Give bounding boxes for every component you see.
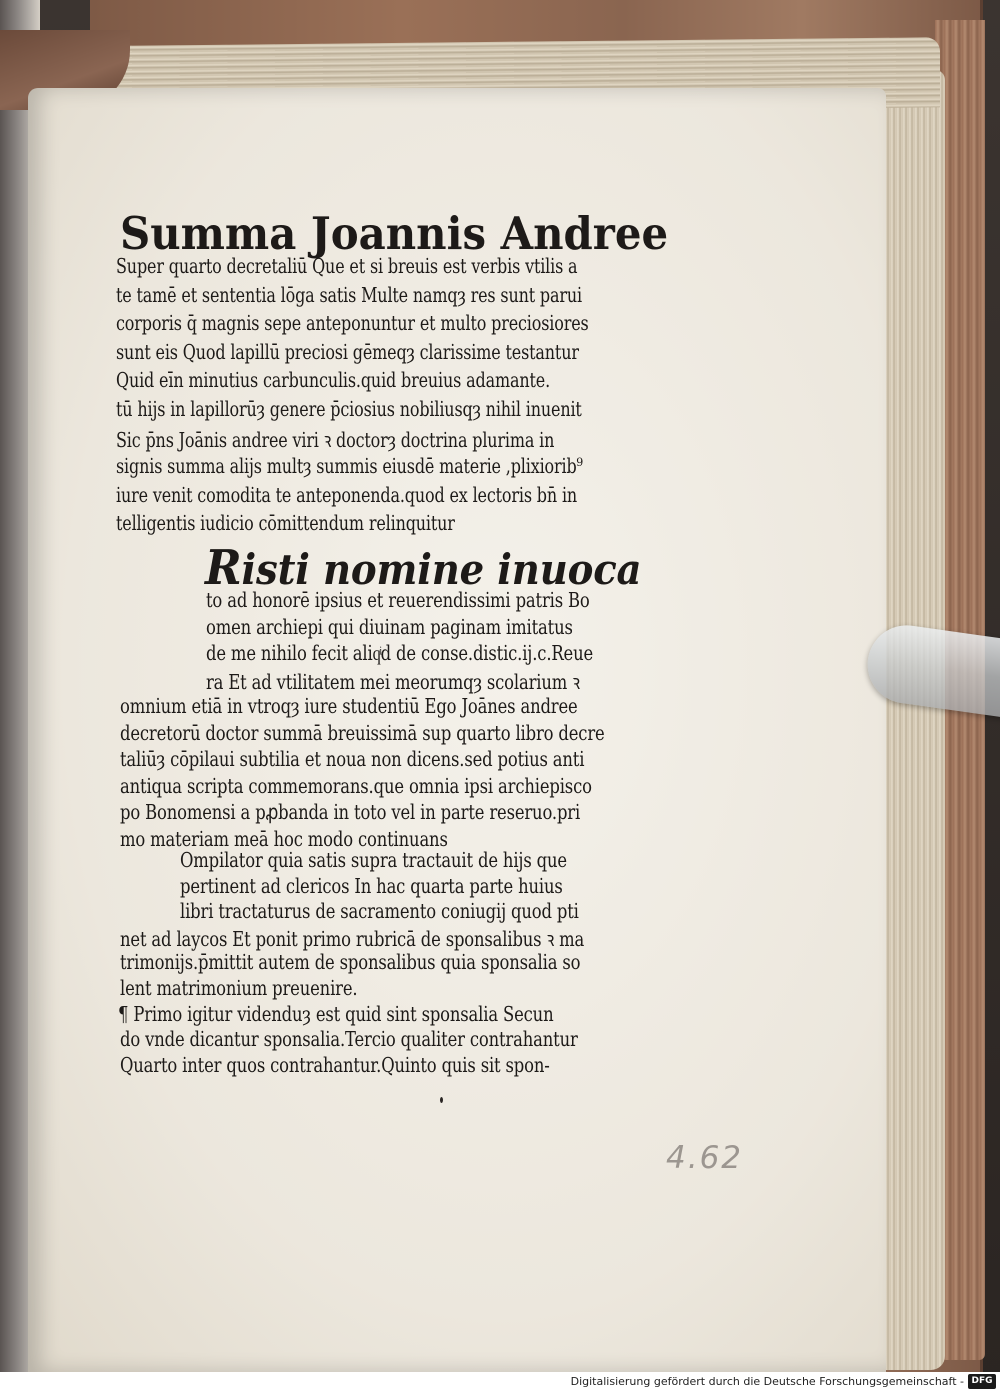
text-line: do vnde dicantur sponsalia.Tercio qualiter contrahantur	[120, 1027, 578, 1052]
text-line: Super quarto decretaliū Que et si breuis est verbis vtilis a	[116, 254, 578, 278]
text-line: net ad laycos Et ponit primo rubricā de sponsalibus ꝛ ma	[120, 926, 585, 951]
pencil-shelfmark: 4.62	[666, 1140, 744, 1176]
text-line: mo materiam meā hoc modo continuans	[120, 826, 448, 851]
text-line: tū hijs in lapillorūȝ genere p̄ciosius nobiliusqȝ nihil inuenit	[116, 397, 582, 421]
dfg-logo: DFG	[968, 1374, 996, 1389]
text-line: corporis q̄ magnis sepe anteponuntur et multo preciosiores	[116, 311, 589, 336]
text-line: ra Et ad vtilitatem mei meorumqȝ scolarium ꝛ	[206, 669, 580, 694]
text-line: signis summa alijs multȝ summis eiusdē materie ,plixiorib⁹	[116, 454, 583, 479]
text-line: sunt eis Quod lapillū preciosi gēmeqȝ clarissime testantur	[116, 339, 579, 364]
text-line: decretorū doctor summā breuissimā sup quarto libro decre	[120, 720, 605, 745]
text-line: lent matrimonium preuenire.	[120, 976, 358, 1000]
ink-speck	[440, 1097, 443, 1103]
text-line: omnium etiā in vtroqȝ iure studentiū Ego Joānes andree	[120, 694, 578, 718]
text-line: to ad honorē ipsius et reuerendissimi patris Bo	[206, 588, 590, 612]
text-line: antiqua scripta commemorans.que omnia ipsi archiepisco	[120, 773, 592, 798]
text-line: po Bonomensi a pꝓbanda in toto vel in parte reseruo.pri	[120, 800, 581, 824]
incipit-rest: isti nomine inuoca	[241, 545, 642, 594]
text-line: Sic p̄ns Joānis andree viri ꝛ doctorȝ doctrina plurima in	[116, 427, 555, 452]
page-heading: Summa Joannis Andree	[120, 207, 669, 260]
decorated-initial: R	[205, 540, 242, 596]
text-line: omen archiepi qui diuinam paginam imitatus	[206, 614, 573, 639]
text-line: iure venit comodita te anteponenda.quod ex lectoris bn̄ in	[116, 482, 578, 507]
text-line: ¶ Primo igitur videnduȝ est quid sint sponsalia Secun	[118, 1001, 554, 1026]
text-line: Quarto inter quos contrahantur.Quinto quis sit spon-	[120, 1052, 550, 1077]
text-line: telligentis iudicio cōmittendum relinquitur	[116, 511, 455, 536]
footer-credit: Digitalisierung gefördert durch die Deutsche Forschungsgemeinschaft -	[570, 1375, 964, 1388]
text-line: trimonijs.p̄mittit autem de sponsalibus quia sponsalia so	[120, 950, 581, 975]
text-line: libri tractaturus de sacramento coniugij quod pti	[180, 899, 579, 924]
text-line: Ompilator quia satis supra tractauit de hijs que	[180, 848, 567, 872]
text-line: de me nihilo fecit aliqͥd de conse.distic.ij.c.Reue	[206, 641, 594, 665]
text-line: te tamē et sententia lōga satis Multe namqȝ res sunt parui	[116, 282, 582, 307]
text-line: Quid eīn minutius carbunculis.quid breuius adamante.	[116, 368, 550, 393]
footer-bar	[0, 1372, 1000, 1391]
text-line: pertinent ad clericos In hac quarta parte huius	[180, 873, 563, 898]
text-line: taliūȝ cōpilaui subtilia et noua non dicens.sed potius anti	[120, 747, 585, 771]
